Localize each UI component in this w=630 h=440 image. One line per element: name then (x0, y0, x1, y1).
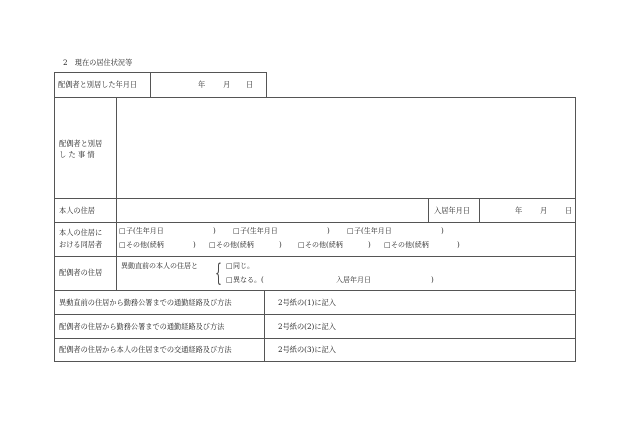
child-birthdate-label-2: 子(生年月日 (240, 227, 278, 235)
other-checkbox-4[interactable]: □ (384, 241, 391, 249)
child-checkbox-2[interactable]: □ (233, 227, 240, 235)
other-relation-label-2: その他(続柄 (216, 241, 254, 249)
brace: { (215, 259, 222, 287)
other-close-3: ) (368, 241, 371, 249)
other-close-4: ) (457, 241, 460, 249)
same-option-label: 同じ。 (233, 262, 254, 270)
commute-row-1-label: 異動直前の住居から勤務公署までの通勤経路及び方法 (59, 298, 232, 307)
reason-label-line1: 配偶者と別居 (59, 139, 103, 148)
spouse-move-in-label: 入居年月日 (336, 276, 371, 284)
commute-row-3-label: 配偶者の住居から本人の住居までの交通経路及び方法 (59, 345, 232, 354)
move-in-month: 月 (540, 206, 548, 215)
other-checkbox-3[interactable]: □ (298, 241, 305, 249)
commute-row-1-value: 2号紙の(1)に記入 (278, 298, 336, 307)
other-relation-label-1: その他(続柄 (126, 241, 164, 249)
address-label: 本人の住居 (59, 206, 95, 215)
child-birthdate-label-3: 子(生年月日 (354, 227, 392, 235)
section-title: 2 現在の居住状況等 (63, 58, 133, 67)
separation-month: 月 (223, 80, 231, 89)
separation-date-label: 配偶者と別居した年月日 (58, 80, 138, 89)
cohabitants-label-line2: おける同居者 (59, 240, 103, 249)
separation-year: 年 (198, 80, 206, 89)
child-checkbox-3[interactable]: □ (347, 227, 354, 235)
move-in-date-label: 入居年月日 (434, 206, 470, 215)
child-close-3: ) (441, 227, 444, 235)
spouse-address-prefix: 異動直前の本人の住居と (121, 262, 198, 270)
other-checkbox-1[interactable]: □ (119, 241, 126, 249)
move-in-day: 日 (565, 206, 573, 215)
spouse-address-label: 配偶者の住居 (59, 268, 103, 277)
commute-row-2-value: 2号紙の(2)に記入 (278, 322, 336, 331)
same-checkbox[interactable]: □ (226, 262, 233, 270)
child-birthdate-label-1: 子(生年月日 (126, 227, 164, 235)
child-checkbox-1[interactable]: □ (119, 227, 126, 235)
commute-row-3-value: 2号紙の(3)に記入 (278, 345, 336, 354)
other-relation-label-4: その他(続柄 (391, 241, 429, 249)
different-close: ) (431, 276, 434, 284)
other-checkbox-2[interactable]: □ (209, 241, 216, 249)
child-close-1: ) (213, 227, 216, 235)
reason-label-line2: し た 事 情 (59, 150, 95, 159)
separation-day: 日 (246, 80, 254, 89)
other-close-1: ) (193, 241, 196, 249)
commute-row-2-label: 配偶者の住居から勤務公署までの通勤経路及び方法 (59, 322, 225, 331)
child-close-2: ) (327, 227, 330, 235)
move-in-year: 年 (515, 206, 523, 215)
different-checkbox[interactable]: □ (226, 276, 233, 284)
different-option-label: 異なる。( (233, 276, 264, 284)
other-close-2: ) (279, 241, 282, 249)
cohabitants-label-line1: 本人の住居に (59, 228, 103, 237)
other-relation-label-3: その他(続柄 (305, 241, 343, 249)
